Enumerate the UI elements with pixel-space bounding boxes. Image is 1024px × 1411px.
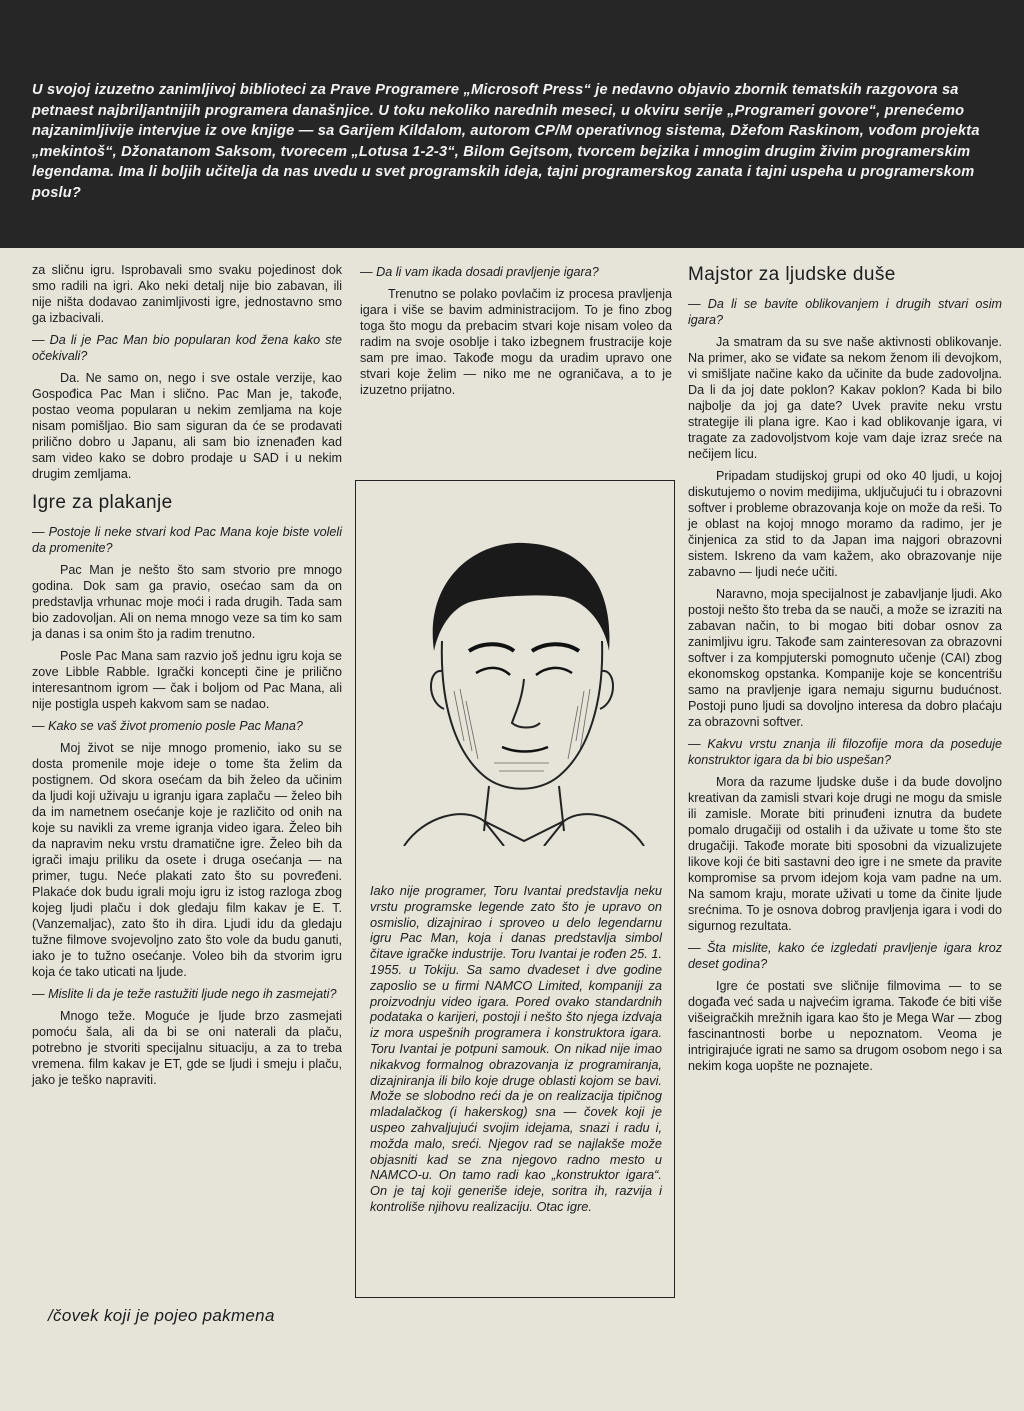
column-right bbox=[688, 264, 1002, 1080]
answer: Ja smatram da su sve naše aktivnosti oblikovanje. Na primer, ako se viđate sa nekom ženom ili devojkom, vi smišljate načine kako da učinite da bude zadovoljna. Da li da joj date poklon? Kakav poklon? Kada bi bilo najbolje da joj ga date? Uvek pravite neku vrstu strategije ili plana igre. Kao i kad oblikovanje igara, vi tragate za zadovoljstvom koje vam daje izraz sreće na nečijem licu. bbox=[688, 335, 1002, 461]
answer: Pripadam studijskoj grupi od oko 40 ljudi, u kojoj diskutujemo o novim medijima, uključujući tu i obrazovni softver i probleme obrazovanja koje on može da reši. To je oblast na kojoj mnogo moramo da radimo, jer je činjenica za stid to da Japan ima najgori obrazovni sistem. Iskreno da vam kažem, ako obrazovanje nije zabavno — ljudi neće učiti. bbox=[688, 469, 1002, 579]
answer: Pac Man je nešto što sam stvorio pre mnogo godina. Dok sam ga pravio, osećao sam da on predstavlja vrhunac moje moći i rada drugih. Tada sam bio zadovoljan. Ali on nema mnogo veze sa tim ko sam ja danas i sa onim što ja radim trenutno. bbox=[32, 563, 342, 641]
author-signature: /čovek koji je pojeo pakmena bbox=[48, 1306, 275, 1325]
answer: Naravno, moja specijalnost je zabavljanje ljudi. Ako postoji nešto što treba da se nauči, a može se izraziti na zabavan način, to bi mogao biti dobar osnov za zanimljivu igru. Takođe sam zainteresovan za obrazovni softver i za kompjuterski pomognuto učenje (CAI) zbog ekonomskog opstanka. Kompanije koje se koncentrišu samo na pravljenje igara nemaju sigurnu budućnost. Postoji puno ljudi sa dovoljno interesa da dobro plaćaju za obrazovni softver. bbox=[688, 587, 1002, 729]
answer: Posle Pac Mana sam razvio još jednu igru koja se zove Libble Rabble. Igrački koncepti čine je prilično interesantnom igrom — čak i boljom od Pac Mana, ali nije postigla uspeh kakvom sam se nadao. bbox=[32, 649, 342, 711]
question: — Da li vam ikada dosadi pravljenje igara? bbox=[360, 265, 599, 279]
answer: Trenutno se polako povlačim iz procesa pravljenja igara i više se bavim administracijom. To je fino zbog toga što mogu da prebacim stvari koje nisam voleo da radim na svoje osoblje i tako izbegnem frustracije koje sam pre imao. Takođe mogu da uradim upravo one stvari koje želim — niko me ne ograničava, a to je izuzetno prijatno. bbox=[360, 287, 672, 397]
portrait-box bbox=[355, 480, 675, 1298]
question: — Da li se bavite oblikovanjem i drugih stvari osim igara? bbox=[688, 297, 1002, 327]
paragraph: za sličnu igru. Isprobavali smo svaku pojedinost dok smo radili na igri. Ako neki detalj nije bio zabavan, ili nije ništa dodavao zanimljivosti igre, jednostavno smo ga izbacivali. bbox=[32, 263, 342, 325]
answer: Mnogo teže. Moguće je ljude brzo zasmejati pomoću šala, ali da bi se oni naterali da plaču, potrebno je stvoriti specijalnu situaciju, a za to treba vremena. film kakav je ET, gde se ljudi i smeju i plaču, jako je teško napraviti. bbox=[32, 1009, 342, 1087]
question: — Da li je Pac Man bio popularan kod žena kako ste očekivali? bbox=[32, 333, 342, 363]
portrait-illustration bbox=[364, 501, 664, 846]
answer: Mora da razume ljudske duše i da bude dovoljno kreativan da zamisli stvari koje drugi ne mogu da smisle ili zamisle. Morate biti prinuđeni iznutra da budete pomalo drugačiji od ostalih i da uživate u tome što ste drugačiji. Takođe morate biti sposobni da vizualizujete likove koji će biti sastavni deo igre i ne smete da pravite kompromise sa prvom idejom koja vam padne na um. Na samom kraju, morate uživati u tome da činite ljude srećnima. To je osnova dobrog pravljenja igara i vodi do sigurnog rezultata. bbox=[688, 775, 1002, 933]
answer: Igre će postati sve sličnije filmovima — to se događa već sada u najvećim igrama. Takođe će biti više višeigračkih mrežnih igara kao što je Mega War — zbog fascinantnosti borbe u nepoznatom. Veoma je intrigirajuće igrati ne samo sa drugom osobom nego i sa nekim koga uopšte ne poznajete. bbox=[688, 979, 1002, 1073]
question: — Kakvu vrstu znanja ili filozofije mora da poseduje konstruktor igara da bi bio uspešan? bbox=[688, 737, 1002, 767]
answer: Da. Ne samo on, nego i sve ostale verzije, kao Gospođica Pac Man i slično. Pac Man je, takođe, postao veoma popularan u nekim zemljama na koje nisam pomišljao. Bio sam siguran da će se prodavati prilično dobro u Japanu, ali sam bio iznenađen kad sam video kako se dobro prodaje u SAD i u nekim drugim zemljama. bbox=[32, 371, 342, 481]
intro-text: U svojoj izuzetno zanimljivoj biblioteci za Prave Programere „Microsoft Press“ je nedavno objavio zbornik tematskih razgovora sa petnaest najbriljantnijih programera današnjice. U toku nekoliko narednih meseci, u okviru serije „Programeri govore“, prenećemo najzanimljivije intervjue iz ove knjige — sa Garijem Kildalom, autorom CP/M operativnog sistema, Džefom Raskinom, vođom projekta „mekintoš“, Džonatanom Saksom, tvorecem „Lotusa 1-2-3“, Bilom Gejtsom, tvorcem bejzika i mnogim drugim živim programerskim legendama. Ima li boljih učitelja da nas uvedu u svet programskih ideja, tajni programerskog zanata i tajni uspeha u programerskom poslu? bbox=[32, 82, 980, 201]
intro-banner bbox=[0, 0, 1024, 248]
column-left bbox=[32, 262, 342, 1094]
answer: Moj život se nije mnogo promenio, iako su se dosta promenile moje ideje o tome šta želim da postignem. Od skora osećam da bih želeo da učinim da ljudi koji uživaju u igranju igara zaplaču — želeo bih da im nametnem osećanje koje je različito od onih na koje su navikli za vreme igranja video igara. Želeo bih da napravim neku vrstu dramatične igre. Želeo bih da igrači imaju priliku da osete i druga osećanja — na primer, tugu. Neće plakati zato što su povređeni. Plakaće dok budu igrali moju igru iz istog razloga zbog kojeg ljudi plaču i dok gledaju film kakav je E. T. (Vanzemaljac), zato što ih dira. Ljudi idu da gledaju tužne filmove svojevoljno zato što vole da budu ganuti, iako je to tužno osećanje. Voleo bih da stvorim igru koja će tako uticati na ljude. bbox=[32, 741, 342, 979]
question: — Kako se vaš život promenio posle Pac Mana? bbox=[32, 719, 303, 733]
question: — Mislite li da je teže rastužiti ljude nego ih zasmejati? bbox=[32, 987, 337, 1001]
photo-caption: Iako nije programer, Toru Ivantai predstavlja neku vrstu programske legende zato što je upravo on osmislio, dizajnirao i sproveo u delo legendarnu igru Pac Man, koja i danas predstavlja simbol čitave igračke industrije. Toru Ivantai je rođen 25. 1. 1955. u Tokiju. Sa samo dvadeset i dve godine zaposlio se u firmi NAMCO Limited, kompaniji za proizvodnju video igara. Pored ovako standardnih podataka o karijeri, postoji i nešto što njega izdvaja iz mora uspešnih programera i konstruktora igara. Toru Ivantai je potpuni samouk. On nikad nije imao nikakvog formalnog obrazovanja iz programiranja, dizajniranja ili bilo koje druge oblasti kojom se bavi. Može se slobodno reći da je on realizacija tipičnog mladalačkog (i hakerskog) sna — čovek koji je uspeo zahvaljujući svojim idejama, snazi i radu i, možda malo, sreći. Njegov rad se najlakše može objasniti kad se zna njegovo radno mesto u NAMCO-u. On tamo radi kao „konstruktor igara“. On je taj koji generiše ideje, soritra ih, razvija i kontroliše njihovu realizaciju. Otac igre. bbox=[370, 883, 662, 1214]
section-heading: Majstor za ljudske duše bbox=[688, 264, 896, 285]
section-heading: Igre za plakanje bbox=[32, 492, 173, 513]
question: — Postoje li neke stvari kod Pac Mana koje biste voleli da promenite? bbox=[32, 525, 342, 555]
question: — Šta mislite, kako će izgledati pravljenje igara kroz deset godina? bbox=[688, 941, 1002, 971]
column-middle bbox=[360, 264, 672, 404]
